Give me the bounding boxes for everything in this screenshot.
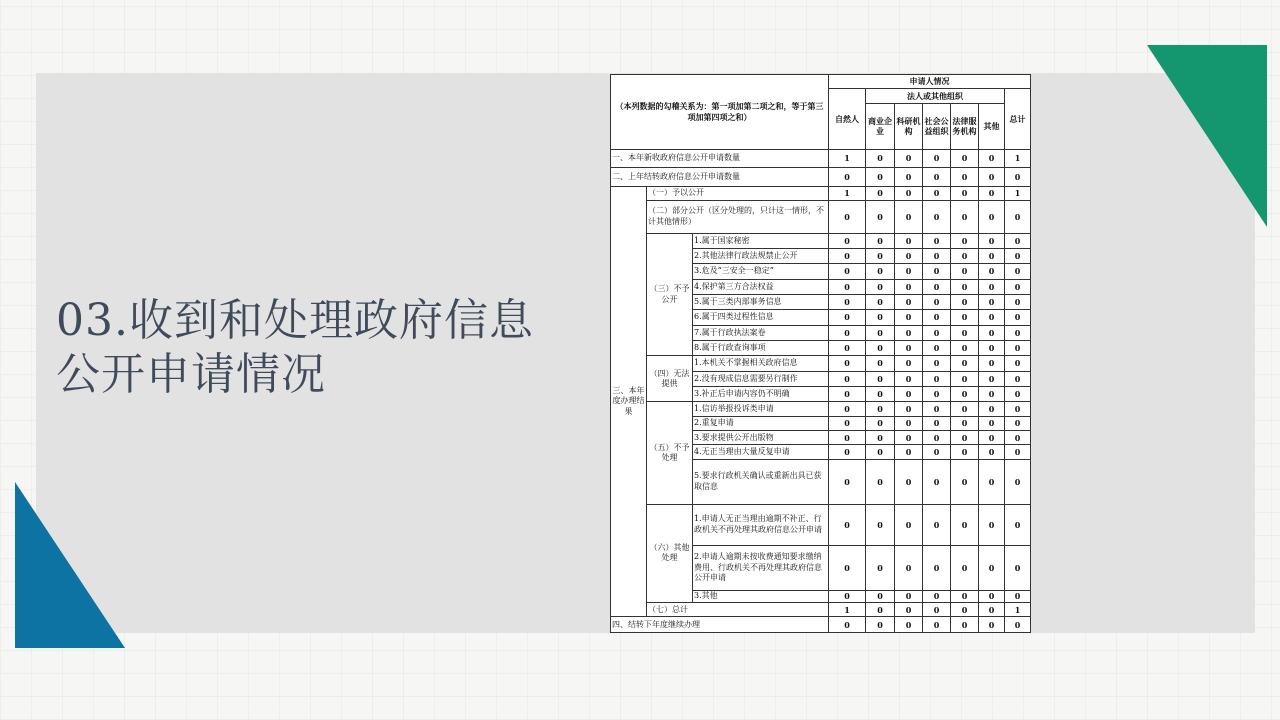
header-social: 社会公益组织 [923,103,951,149]
sub-row-label: 1.信访举报投诉类申请 [693,402,829,416]
value-cell: 0 [1005,371,1031,386]
value-cell: 0 [1005,431,1031,445]
value-cell: 0 [951,149,979,167]
value-cell: 0 [951,356,979,371]
value-cell: 0 [895,603,923,617]
value-cell: 0 [895,248,923,263]
value-cell: 0 [866,504,895,545]
row-label-disclosed: （一）予以公开 [647,186,829,200]
value-cell: 0 [829,295,866,310]
value-cell: 0 [866,603,895,617]
value-cell: 0 [1005,310,1031,325]
value-cell: 0 [1005,168,1031,186]
value-cell: 0 [951,416,979,430]
table-row [611,200,1031,233]
value-cell: 0 [895,371,923,386]
value-cell: 0 [895,341,923,356]
value-cell: 1 [829,603,866,617]
value-cell: 0 [951,200,979,233]
value-cell: 0 [829,233,866,248]
value-cell: 0 [829,248,866,263]
slide-title-line2: 公开申请情况 [56,349,326,400]
value-cell: 0 [866,590,895,602]
value-cell: 0 [923,233,951,248]
value-cell: 0 [923,310,951,325]
value-cell: 0 [829,445,866,459]
value-cell: 0 [866,356,895,371]
value-cell: 0 [866,402,895,416]
header-natural-person: 自然人 [829,89,866,149]
value-cell: 0 [866,264,895,279]
value-cell: 0 [979,371,1005,386]
value-cell: 0 [923,416,951,430]
sub-row-label: 3.要求提供公开出版物 [693,431,829,445]
value-cell: 0 [895,233,923,248]
value-cell: 0 [951,310,979,325]
value-cell: 0 [829,371,866,386]
value-cell: 0 [866,445,895,459]
value-cell: 0 [951,459,979,504]
value-cell: 0 [866,295,895,310]
value-cell: 0 [829,279,866,294]
value-cell: 0 [923,149,951,167]
value-cell: 0 [1005,402,1031,416]
value-cell: 0 [979,168,1005,186]
value-cell: 0 [895,149,923,167]
value-cell: 0 [866,248,895,263]
value-cell: 0 [829,168,866,186]
value-cell: 0 [923,168,951,186]
value-cell: 0 [895,387,923,402]
value-cell: 0 [1005,341,1031,356]
value-cell: 0 [895,504,923,545]
value-cell: 0 [923,279,951,294]
table-row [611,504,1031,545]
value-cell: 0 [866,200,895,233]
value-cell: 0 [951,402,979,416]
value-cell: 0 [1005,356,1031,371]
table-row [611,186,1031,200]
value-cell: 0 [923,387,951,402]
value-cell: 0 [895,295,923,310]
value-cell: 0 [979,416,1005,430]
header-legal-service: 法律服务机构 [951,103,979,149]
value-cell: 0 [923,371,951,386]
value-cell: 0 [979,264,1005,279]
value-cell: 0 [951,617,979,633]
value-cell: 0 [829,402,866,416]
value-cell: 0 [829,416,866,430]
value-cell: 0 [1005,233,1031,248]
value-cell: 0 [1005,387,1031,402]
value-cell: 0 [979,149,1005,167]
group-not-processed-label: （五）不予处理 [647,402,693,504]
value-cell: 0 [895,264,923,279]
value-cell: 0 [951,186,979,200]
sub-row-label: 2.申请人逾期未按收费通知要求缴纳费用、行政机关不再处理其政府信息公开申请 [693,545,829,590]
value-cell: 0 [979,590,1005,602]
value-cell: 0 [979,248,1005,263]
slide-title-line1: 03.收到和处理政府信息 [56,295,534,346]
sub-row-label: 8.属于行政查询事项 [693,341,829,356]
value-cell: 0 [866,310,895,325]
sub-row-label: 2.重复申请 [693,416,829,430]
value-cell: 0 [979,504,1005,545]
table-row [611,402,1031,416]
section-3-label: 三、本年度办理结果 [611,186,647,617]
value-cell: 0 [979,387,1005,402]
value-cell: 0 [895,200,923,233]
value-cell: 0 [829,459,866,504]
value-cell: 0 [895,545,923,590]
value-cell: 0 [829,264,866,279]
value-cell: 0 [895,402,923,416]
value-cell: 0 [829,200,866,233]
value-cell: 0 [866,431,895,445]
table-row [611,149,1031,167]
sub-row-label: 7.属于行政执法案卷 [693,325,829,340]
value-cell: 0 [979,325,1005,340]
value-cell: 0 [923,603,951,617]
value-cell: 0 [829,504,866,545]
row-label-subtotal: （七）总计 [647,603,829,617]
value-cell: 0 [979,356,1005,371]
sub-row-label: 3.其他 [693,590,829,602]
value-cell: 1 [829,186,866,200]
value-cell: 0 [866,325,895,340]
value-cell: 0 [923,431,951,445]
table-row [611,233,1031,248]
value-cell: 0 [951,545,979,590]
value-cell: 0 [866,233,895,248]
value-cell: 0 [1005,200,1031,233]
sub-row-label: 2.其他法律行政法规禁止公开 [693,248,829,263]
value-cell: 0 [866,341,895,356]
value-cell: 0 [1005,459,1031,504]
value-cell: 0 [1005,279,1031,294]
value-cell: 0 [895,186,923,200]
value-cell: 0 [951,325,979,340]
value-cell: 0 [1005,416,1031,430]
sub-row-label: 5.属于三类内部事务信息 [693,295,829,310]
value-cell: 0 [923,356,951,371]
value-cell: 0 [1005,295,1031,310]
header-other: 其他 [979,103,1005,149]
value-cell: 0 [951,264,979,279]
sub-row-label: 5.要求行政机关确认或重新出具已获取信息 [693,459,829,504]
sub-row-label: 3.补正后申请内容仍不明确 [693,387,829,402]
value-cell: 0 [829,590,866,602]
group-not-disclosed-label: （三）不予公开 [647,233,693,356]
value-cell: 0 [866,371,895,386]
value-cell: 1 [1005,186,1031,200]
sub-row-label: 1.申请人无正当理由逾期不补正、行政机关不再处理其政府信息公开申请 [693,504,829,545]
sub-row-label: 4.无正当理由大量反复申请 [693,445,829,459]
slide-title [56,294,596,402]
sub-row-label: 3.危及“三安全一稳定” [693,264,829,279]
value-cell: 0 [951,279,979,294]
value-cell: 0 [895,445,923,459]
value-cell: 0 [866,416,895,430]
value-cell: 0 [979,617,1005,633]
value-cell: 0 [979,445,1005,459]
value-cell: 0 [895,279,923,294]
value-cell: 0 [866,545,895,590]
value-cell: 0 [951,603,979,617]
value-cell: 0 [951,387,979,402]
header-research: 科研机构 [895,103,923,149]
value-cell: 0 [979,200,1005,233]
value-cell: 0 [1005,264,1031,279]
value-cell: 0 [951,431,979,445]
value-cell: 0 [979,402,1005,416]
value-cell: 0 [829,310,866,325]
value-cell: 0 [951,504,979,545]
value-cell: 1 [1005,149,1031,167]
value-cell: 0 [923,545,951,590]
value-cell: 0 [923,617,951,633]
header-legal-org: 法人或其他组织 [866,89,1005,103]
table-row [611,356,1031,371]
value-cell: 0 [1005,504,1031,545]
value-cell: 0 [829,431,866,445]
row-label-partial: （二）部分公开（区分处理的，只计这一情形，不计其他情形） [647,200,829,233]
table-row [611,168,1031,186]
value-cell: 0 [829,387,866,402]
value-cell: 0 [829,617,866,633]
value-cell: 0 [866,387,895,402]
value-cell: 0 [866,279,895,294]
value-cell: 1 [829,149,866,167]
value-cell: 0 [895,356,923,371]
value-cell: 0 [923,295,951,310]
value-cell: 0 [1005,590,1031,602]
value-cell: 0 [923,200,951,233]
value-cell: 0 [923,445,951,459]
value-cell: 0 [866,149,895,167]
value-cell: 0 [866,617,895,633]
value-cell: 0 [951,295,979,310]
value-cell: 0 [866,168,895,186]
value-cell: 0 [923,186,951,200]
value-cell: 0 [895,168,923,186]
value-cell: 0 [829,545,866,590]
value-cell: 0 [979,186,1005,200]
value-cell: 0 [951,168,979,186]
value-cell: 0 [895,617,923,633]
row-label-new: 一、本年新收政府信息公开申请数量 [611,149,829,167]
value-cell: 0 [923,504,951,545]
value-cell: 0 [866,186,895,200]
value-cell: 0 [895,325,923,340]
value-cell: 0 [979,545,1005,590]
value-cell: 0 [979,279,1005,294]
table-row [611,603,1031,617]
value-cell: 0 [951,248,979,263]
value-cell: 0 [951,233,979,248]
value-cell: 0 [923,402,951,416]
value-cell: 0 [951,371,979,386]
row-label-next-year: 四、结转下年度继续办理 [611,617,829,633]
value-cell: 0 [979,603,1005,617]
row-label-carryover: 二、上年结转政府信息公开申请数量 [611,168,829,186]
header-total: 总计 [1005,89,1031,149]
value-cell: 0 [829,341,866,356]
value-cell: 0 [951,445,979,459]
statistics-table [610,74,1031,633]
value-cell: 0 [895,310,923,325]
value-cell: 0 [951,590,979,602]
value-cell: 0 [1005,325,1031,340]
table-row [611,617,1031,633]
group-other-processing-label: （六）其他处理 [647,504,693,602]
header-commercial: 商业企业 [866,103,895,149]
value-cell: 0 [979,295,1005,310]
value-cell: 0 [829,325,866,340]
sub-row-label: 4.保护第三方合法权益 [693,279,829,294]
value-cell: 0 [979,233,1005,248]
value-cell: 0 [895,590,923,602]
value-cell: 0 [1005,545,1031,590]
value-cell: 0 [923,248,951,263]
value-cell: 0 [1005,445,1031,459]
value-cell: 0 [866,459,895,504]
value-cell: 0 [1005,617,1031,633]
value-cell: 0 [979,459,1005,504]
value-cell: 0 [1005,248,1031,263]
header-note: （本列数据的勾稽关系为：第一项加第二项之和，等于第三项加第四项之和） [611,75,829,150]
value-cell: 0 [979,431,1005,445]
sub-row-label: 1.本机关不掌握相关政府信息 [693,356,829,371]
statistics-table-image [610,74,1030,633]
value-cell: 0 [895,416,923,430]
value-cell: 0 [923,341,951,356]
value-cell: 0 [895,459,923,504]
value-cell: 0 [923,325,951,340]
value-cell: 0 [951,341,979,356]
header-applicant-info: 申请人情况 [829,75,1031,89]
value-cell: 0 [923,264,951,279]
value-cell: 0 [923,590,951,602]
sub-row-label: 6.属于四类过程性信息 [693,310,829,325]
sub-row-label: 2.没有现成信息需要另行制作 [693,371,829,386]
group-unable-provide-label: （四）无法提供 [647,356,693,402]
sub-row-label: 1.属于国家秘密 [693,233,829,248]
value-cell: 0 [829,356,866,371]
value-cell: 0 [895,431,923,445]
value-cell: 0 [979,341,1005,356]
value-cell: 0 [979,310,1005,325]
value-cell: 1 [1005,603,1031,617]
value-cell: 0 [923,459,951,504]
